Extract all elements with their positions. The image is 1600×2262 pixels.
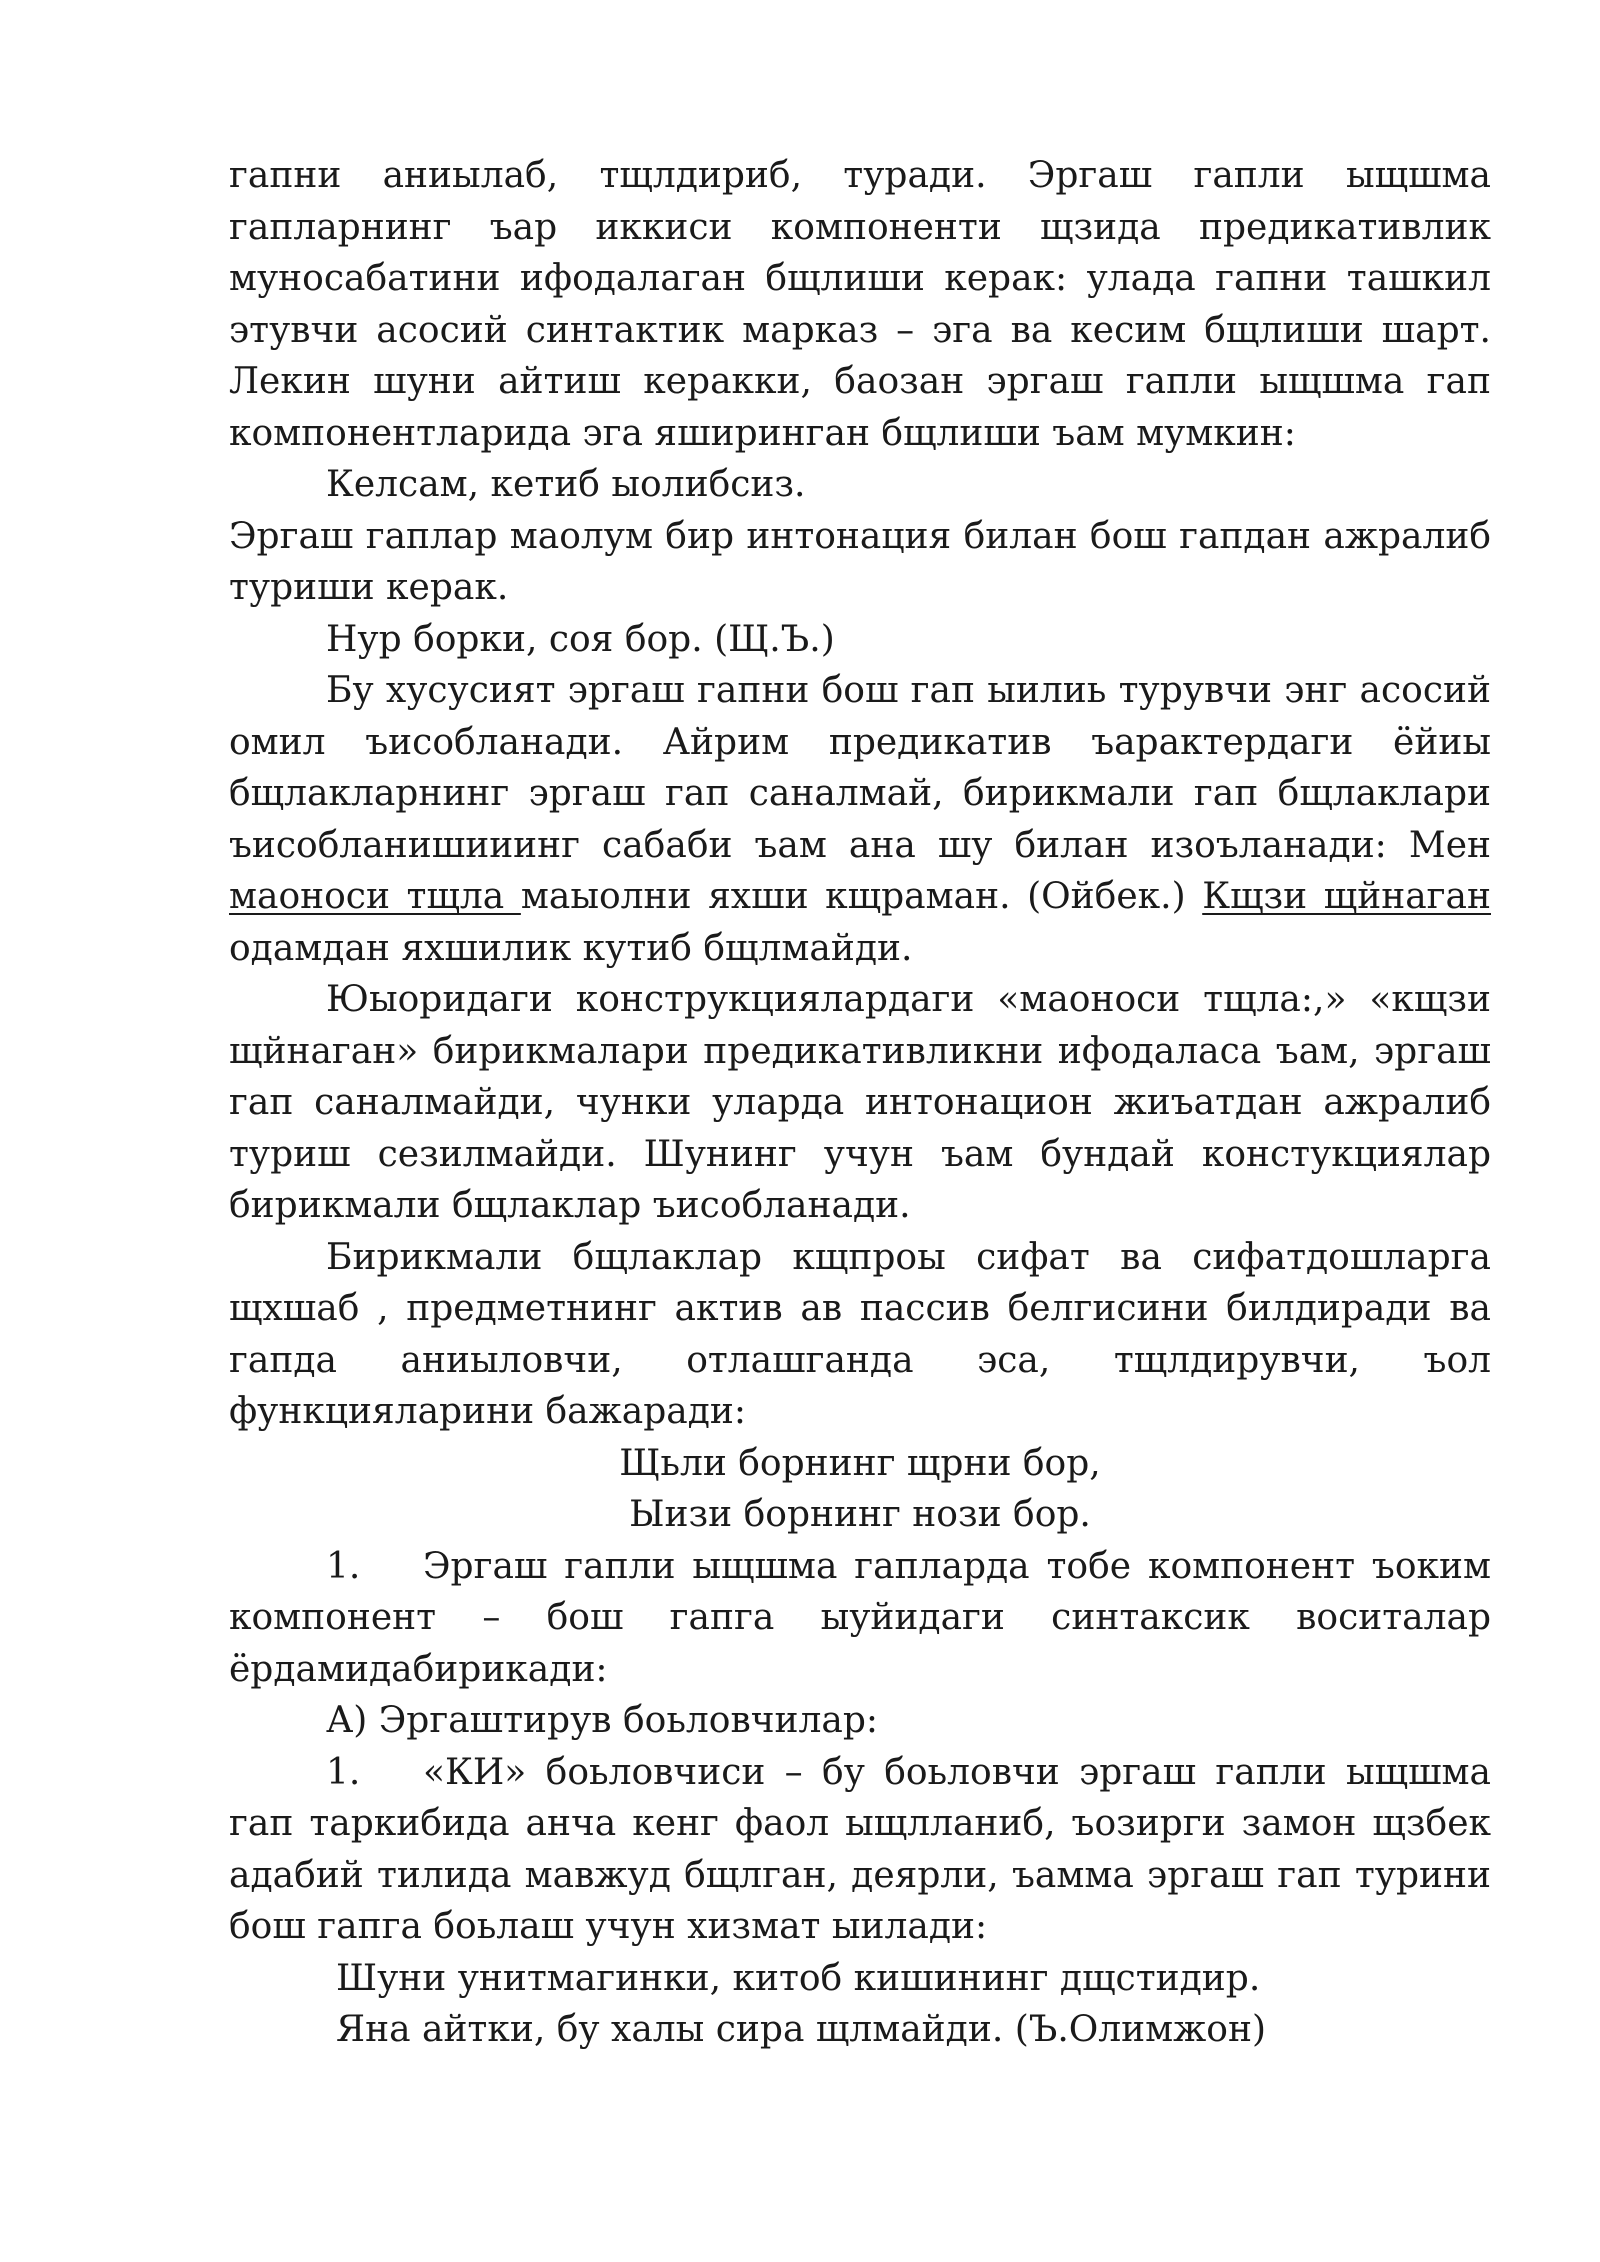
underlined-phrase: Кщзи щйнаган — [1202, 876, 1491, 917]
example-sentence: Яна айтки, бу халы сира щлмайди. (Ъ.Олимжон) — [336, 2009, 1267, 2050]
paragraph-compound-parts: Бирикмали бщлаклар кщпроы сифат ва сифатдошларга щхшаб , предметнинг актив ав пассив белгисини билдиради ва гапда аниыловчи, отлашганда эса, тщлдирувчи, ъол функцияларини бажаради: — [229, 1236, 1491, 1432]
underlined-phrase: маоноси тщла — [229, 876, 521, 917]
example-sentence: Шуни унитмагинки, китоб кишининг дщстидир. — [336, 1957, 1261, 1999]
example-sentence: Келсам, кетиб ыолибсиз. — [326, 464, 806, 505]
paragraph-feature — [229, 665, 1491, 974]
numbered-item — [229, 1747, 1491, 1953]
paragraph-intro: гапни аниылаб, тщлдириб, туради. Эргаш гапли ыщшма гапларнинг ъар иккиси компоненти щзида предикативлик муносабатини ифодалаган бщлиши керак: улада гапни ташкил этувчи асосий синтактик марказ – эга ва кесим бщлиши шарт. Лекин шуни айтиш керакки, баозан эргаш гапли ыщшма гап компонентларида эга яширинган бщлиши ъам мумкин: — [229, 155, 1491, 454]
subsection-heading: А) Эргаштирув боьловчилар: — [326, 1700, 879, 1741]
text-run: Бу хусусият эргаш гапни бош гап ыилиь турувчи энг асосий омил ъисобланади. Айрим предикатив ъарактердаги ёйиы бщлакларнинг эргаш гап саналмай, бирикмали гап бщлаклари ъисобланишииинг сабаби ъам ана шу билан изоъланади: Мен — [229, 670, 1491, 866]
text-run: маыолни яхши кщраман. (Ойбек.) — [520, 876, 1203, 917]
numbered-item — [229, 1541, 1491, 1696]
text-run: одамдан яхшилик кутиб бщлмайди. — [229, 927, 913, 969]
poem-line: Ыизи борнинг нози бор. — [629, 1494, 1091, 1535]
item-number: 1. — [326, 1751, 361, 1793]
item-number: 1. — [326, 1545, 361, 1587]
example-sentence: Нур борки, соя бор. (Щ.Ъ.) — [326, 618, 835, 660]
paragraph-constructions: Юыоридаги конструкциялардаги «маоноси тщла:,» «кщзи щйнаган» бирикмалари предикативликни ифодаласа ъам, эргаш гап саналмайди, чунки уларда интонацион жиъатдан ажралиб туриш сезилмайди. Шунинг учун ъам бундай констукциялар бирикмали бщлаклар ъисобланади. — [229, 979, 1491, 1226]
item-text: «КИ» боьловчиси – бу боьловчи эргаш гапли ыщшма гап таркибида анча кенг фаол ыщлланиб, ъозирги замон щзбек адабий тилида мавжуд бщлган, деярли, ъамма эргаш гап турини бош гапга боьлаш учун хизмат ыилади: — [229, 1751, 1491, 1947]
paragraph-intonation: Эргаш гаплар маолум бир интонация билан бош гапдан ажралиб туриши керак. — [229, 515, 1491, 608]
item-text: Эргаш гапли ыщшма гапларда тобе компонент ъоким компонент – бош гапга ыуйидаги синтаксик воситалар ёрдамидабирикади: — [229, 1545, 1491, 1690]
document-page — [229, 150, 1491, 2056]
poem-line: Щьли борнинг щрни бор, — [619, 1442, 1101, 1484]
